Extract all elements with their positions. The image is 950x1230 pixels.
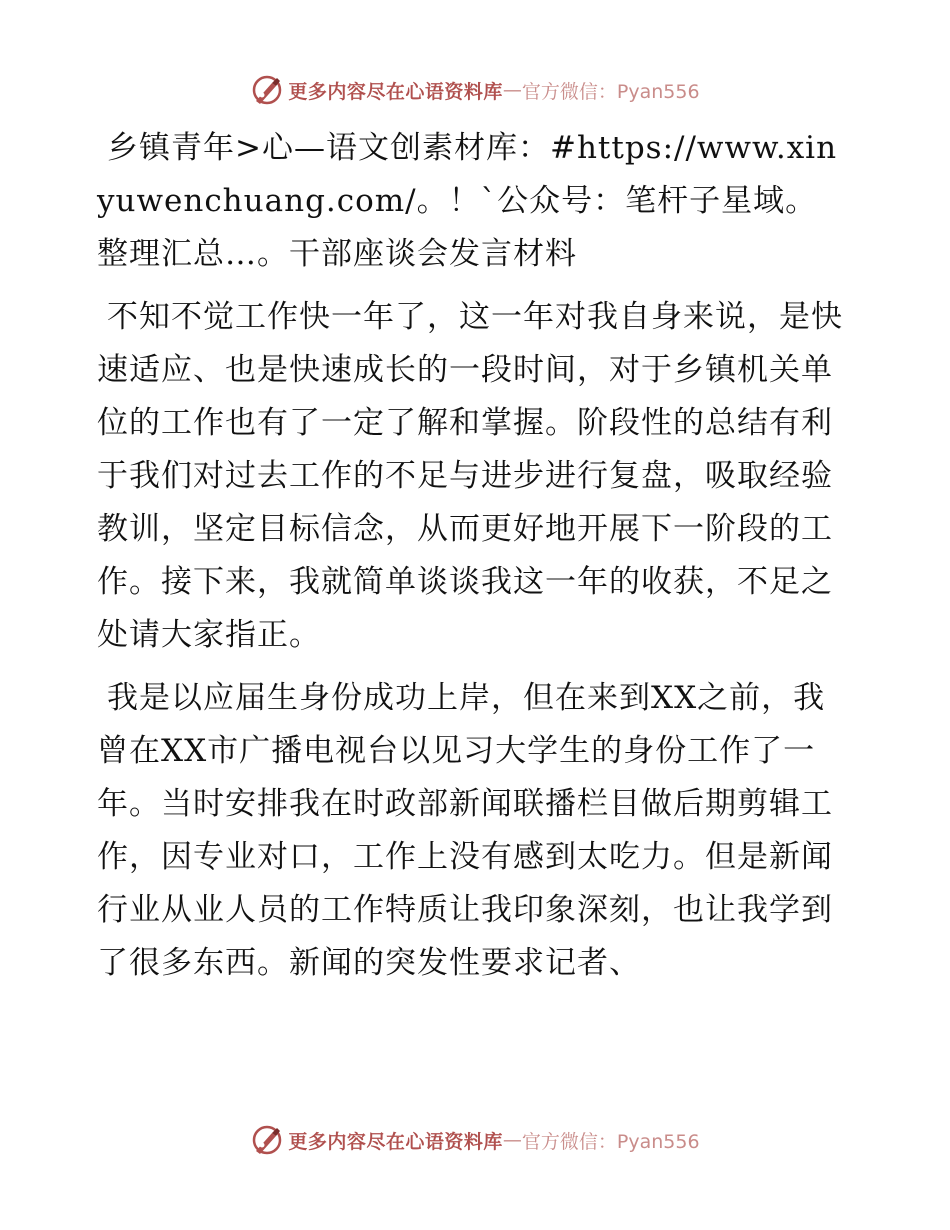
paragraph-intro: 不知不觉工作快一年了，这一年对我自身来说，是快速适应、也是快速成长的一段时间，对于乡镇机关单位的工作也有了一定了解和掌握。阶段性的总结有利于我们对过去工作的不足与进步进行复盘，吸取经验教训，坚定目标信念，从而更好地开展下一阶段的工作。接下来，我就简单谈谈我这一年的收获，不足之处请大家指正。 <box>97 299 843 653</box>
pen-logo-icon <box>250 1123 284 1157</box>
footer-banner <box>0 1120 950 1160</box>
footer-contact: 官方微信：Pyan556 <box>521 1130 700 1153</box>
paragraph-experience: 我是以应届生身份成功上岸，但在来到XX之前，我曾在XX市广播电视台以见习大学生的身份工作了一年。当时安排我在时政部新闻联播栏目做后期剪辑工作，因专业对口，工作上没有感到太吃力。但是新闻行业从业人员的工作特质让我印象深刻，也让我学到了很多东西。新闻的突发性要求记者、 <box>97 680 833 981</box>
paragraph-title: 乡镇青年>心—语文创素材库：#https://www.xinyuwenchuang.com/。！`公众号：笔杆子星域。整理汇总…。干部座谈会发言材料 <box>97 130 838 272</box>
footer-brand-text: 更多内容尽在心语资料库 <box>288 1130 503 1153</box>
header-separator: — <box>502 79 522 101</box>
document-body <box>97 122 849 1000</box>
header-contact: 官方微信：Pyan556 <box>521 80 700 103</box>
header-brand-text: 更多内容尽在心语资料库 <box>288 80 503 103</box>
header-banner <box>0 70 950 110</box>
footer-separator: — <box>502 1129 522 1151</box>
pen-logo-icon <box>250 73 284 107</box>
